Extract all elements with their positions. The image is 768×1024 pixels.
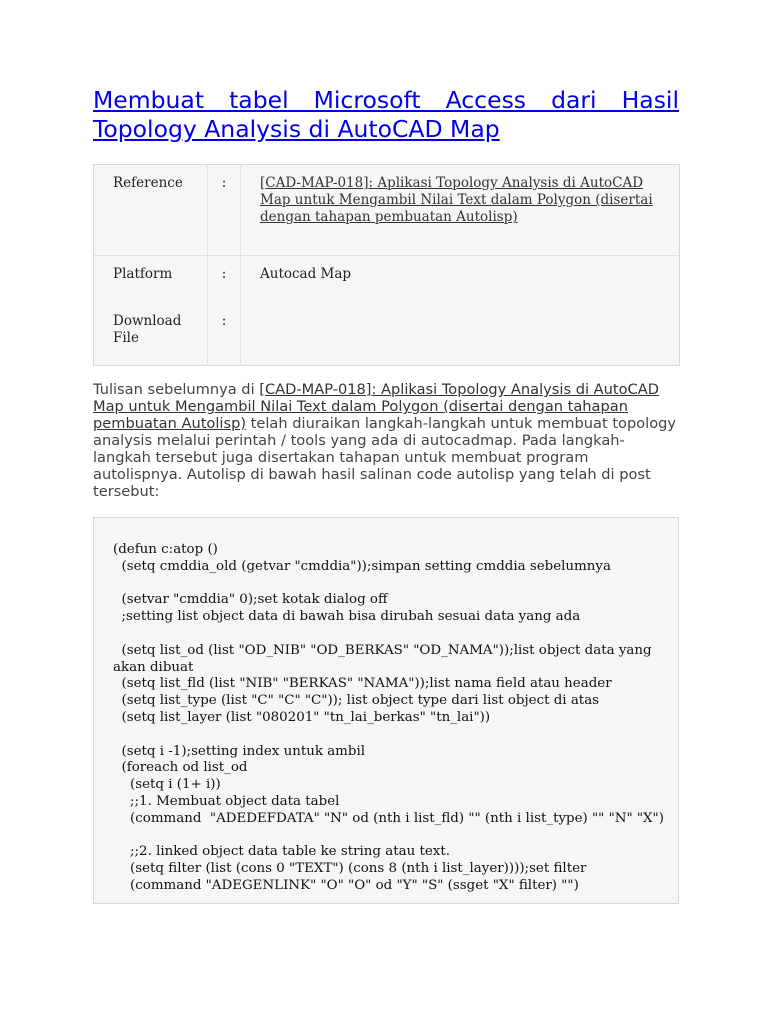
code-line: [113, 626, 666, 643]
info-label: Download File: [113, 313, 182, 346]
code-line: (command "ADEGENLINK" "O" "O" od "Y" "S" (ssget "X" filter) ""): [113, 877, 579, 893]
reference-link[interactable]: [CAD-MAP-018]: Aplikasi Topology Analysis di AutoCAD Map untuk Mengambil Nilai Text dalam Polygon (disertai dengan tahapan pembuatan Autolisp): [260, 175, 653, 225]
code-line: ;setting list object data di bawah bisa dirubah sesuai data yang ada: [113, 609, 581, 625]
article: [93, 86, 679, 904]
code-line: (command "ADEDEFDATA" "N" od (nth i list_fld) "" (nth i list_type) "" "N" "X"): [113, 810, 664, 826]
code-line: (setq i (1+ i)): [113, 777, 221, 793]
code-line: (setq filter (list (cons 0 "TEXT") (cons 8 (nth i list_layer))));set filter: [113, 861, 587, 877]
info-row-reference: [94, 165, 680, 256]
code-line: ;;2. linked object data table ke string atau text.: [113, 844, 450, 860]
info-separator: :: [208, 256, 241, 304]
code-line: (setq list_fld (list "NIB" "BERKAS" "NAMA"));list nama field atau header: [113, 676, 612, 692]
intro-text-after: telah diuraikan langkah-langkah untuk membuat topology analysis melalui perintah / tools yang ada di autocadmap. Pada langkah-langkah tersebut juga disertakan tahapan untuk membuat program autolispnya. Autolisp di bawah hasil salinan code autolisp yang telah di post tersebut:: [93, 415, 677, 500]
code-line: [113, 828, 666, 845]
info-separator: :: [208, 303, 241, 366]
intro-text-before: Tulisan sebelumnya di: [93, 381, 260, 398]
intro-paragraph: [93, 381, 679, 500]
code-block: [93, 517, 679, 904]
code-line: [113, 576, 666, 593]
code-line: [113, 727, 666, 744]
code-line: (foreach od list_od: [113, 760, 248, 776]
code-line: (defun c:atop (): [113, 542, 218, 557]
info-row-download: [94, 303, 680, 366]
code-line: (setq list_type (list "C" "C" "C")); list object type dari list object di atas: [113, 693, 600, 709]
info-value: [241, 165, 680, 256]
code-line: (setvar "cmddia" 0);set kotak dialog off: [113, 592, 388, 608]
code-line: ;;1. Membuat object data tabel: [113, 793, 340, 809]
download-file-value: [241, 303, 680, 366]
intro-reference-link[interactable]: [CAD-MAP-018]: Aplikasi Topology Analysis di AutoCAD Map untuk Mengambil Nilai Text dalam Polygon (disertai dengan tahapan pembuatan Autolisp): [93, 381, 659, 432]
info-row-platform: [94, 256, 680, 304]
code-line: (setq list_layer (list "080201" "tn_lai_berkas" "tn_lai")): [113, 709, 491, 725]
page-title-link[interactable]: Membuat tabel Microsoft Access dari Hasil Topology Analysis di AutoCAD Map: [93, 86, 679, 143]
info-label: Platform: [113, 266, 173, 282]
code-line: (setq i -1);setting index untuk ambil: [113, 743, 366, 759]
code-line: (setq list_od (list "OD_NIB" "OD_BERKAS" "OD_NAMA"));list object data yang akan dibuat: [113, 642, 656, 675]
info-separator: :: [208, 165, 241, 256]
info-label: Reference: [94, 165, 208, 256]
info-table: [93, 164, 680, 366]
code-line: (setq cmddia_old (getvar "cmddia"));simpan setting cmddia sebelumnya: [113, 558, 611, 574]
info-value: Autocad Map: [260, 266, 352, 282]
